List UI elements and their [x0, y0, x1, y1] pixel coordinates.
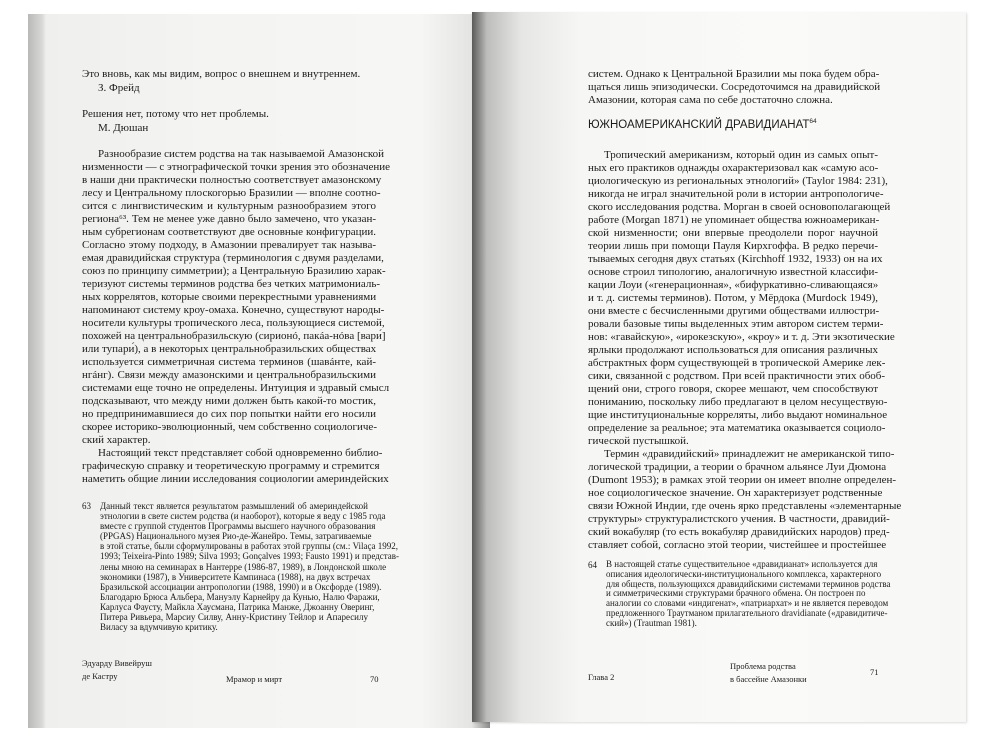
text-line: в наши дни практически полностью соответствует амазонскому — [82, 174, 382, 186]
text-line: гической пустышкой. — [588, 435, 689, 447]
text-line: ского исследования родства. Морган в своей основополагающей — [588, 201, 891, 213]
text-line: Тропический американизм, который один из самых опыт- — [604, 149, 878, 161]
author-line: Эдуарду Вивейруш — [82, 658, 152, 668]
text-line: щений они, строго говоря, скорее мешают, чем способствуют — [588, 383, 878, 395]
text-line: щаться лишь эпизодически. Сосредоточимся на дравидийской — [588, 81, 881, 93]
text-line: для обществ, пользующихся дравидийскими системами терминов родства — [606, 578, 891, 589]
text-line: скорее историко-эволюционный, чем собственно социологиче- — [82, 421, 377, 433]
text-line: подсказывают, что между ними должен быть какой-то мостик, — [82, 395, 376, 407]
text-line: ярлыки продолжают использоваться для описания различных — [588, 344, 878, 356]
text-line: кации Лоуи («генерационная», «бифуркативно-сливающаяся» — [588, 279, 879, 291]
page-number: 70 — [370, 674, 379, 684]
text-line: абстрактных форм существующей в тропической Америке лек- — [588, 357, 886, 369]
text-line: теории лишь при помощи Пауля Кирхгоффа. В редко перечи- — [588, 240, 878, 252]
text-line: ский») (Trautman 1981). — [606, 617, 697, 628]
footnote-number: 63 — [82, 501, 91, 511]
text-line: Настоящий текст представляет собой одновременно библио- — [98, 447, 383, 459]
text-line: наметить общие линии исследования социологии америндейских — [82, 473, 389, 485]
text-line: Бразильской ассоциации антропологии (1988, 1990) и в Оксфорде (1989). — [100, 581, 382, 592]
running-footer-title: Мрамор и мирт — [226, 674, 283, 684]
text-line: и симметрическими структурами брачного обмена. Он построен по — [606, 588, 866, 599]
text-line: предложенного Траутманом прилагательного dravidianate («дравидитиче- — [606, 607, 888, 618]
text-line: Виласу за вдумчивую критику. — [100, 622, 218, 633]
text-line: Термин «дравидийский» принадлежит не американской типо- — [604, 448, 895, 460]
text-line: 1993; Teixeira-Pinto 1989; Silva 1993; Gonçalves 1993; Fausto 1991) и представ- — [100, 551, 400, 562]
text-line: лены мною на семинарах в Нантерре (1986-87, 1989), в Лондонской школе — [100, 561, 387, 572]
text-line: носители культуры тропического леса, пользующиеся системой, — [82, 317, 385, 329]
text-line: низменности — с этнографической точки зрения это обозначение — [82, 161, 391, 173]
text-line: ставляет собой, согласно этой теории, чистейшее и простейшее — [588, 539, 887, 551]
text-line: Согласно этому подходу, в Амазонии превалирует так называ- — [82, 239, 376, 251]
text-line: Питера Ривьера, Марсиу Силву, Анну-Кристину Тейлор и Апаресилу — [100, 612, 368, 623]
text-line: экономики (1987), в Университете Кампинаса (1988), на двух встречах — [100, 571, 371, 582]
text-line: работе (Morgan 1871) не упоминает общества южноамерикан- — [588, 214, 880, 226]
text-line: сится с лингвистическим и культурным разнообразием этого — [82, 200, 376, 212]
text-line: ных коррелятов, которые своими перекрестными уравнениями — [82, 291, 377, 303]
text-line: тываемых сегодня двух статьях (Kirchhoff 1932, 1933) он на их — [588, 253, 883, 265]
footnote-64 — [588, 559, 891, 629]
text-line: графическую справку и теоретическую программу и стремится — [82, 460, 380, 472]
text-line: сики, связанной с родством. При всей практичности этих обоб- — [588, 370, 886, 382]
title-line: Проблема родства — [730, 661, 796, 671]
text-line: ным субрегионам соответствуют две основные конфигурации. — [82, 226, 376, 238]
epigraph-author: М. Дюшан — [98, 122, 149, 134]
text-line: систем. Однако к Центральной Бразилии мы пока будем обра- — [588, 68, 880, 80]
text-line: системами еще точно не определены. Интуиция и здравый смысл — [82, 382, 390, 394]
text-line: (PPGAS) Национального музея Рио-де-Жанейро. Темы, затрагиваемые — [100, 531, 372, 542]
text-line: структуры» структуралистского учения. В частности, дравидий- — [588, 513, 890, 525]
text-line: циологическую из региональных этнологий» (Taylor 1984: 231), — [588, 175, 888, 187]
right-body-text — [588, 149, 902, 552]
text-line: никогда не играл значительной роли в истории антропологиче- — [588, 188, 884, 200]
author-line: де Кастру — [82, 670, 118, 681]
text-line: Амазонии, которая сама по себе достаточно сложна. — [588, 94, 833, 106]
text-line: теризуют системы терминов родства без четких матримониаль- — [82, 278, 381, 290]
text-line: емая дравидийская структура (терминология с двумя разделами, — [82, 252, 384, 264]
text-line: связи Южной Индии, где очень ярко представлены «элементарные — [588, 500, 902, 512]
footnote-ref[interactable]: 64 — [809, 118, 817, 126]
running-footer-title — [730, 660, 807, 685]
text-line: лесу и Центральному плоскогорью Бразилии — вполне соотно- — [82, 187, 381, 199]
right-intro-text — [588, 68, 881, 107]
text-line: ской низменности; они впервые преодолели порог научной — [588, 227, 878, 239]
text-line: нгáнг). Связи между амазонскими и центральнобразильскими — [82, 369, 376, 381]
running-footer-chapter: Глава 2 — [588, 672, 615, 682]
text-line: ное социологическое значение. Он характеризует родственные — [588, 487, 883, 499]
text-line: логической традиции, а теории о брачном альянсе Луи Дюмона — [588, 461, 887, 473]
text-line: ский характер. — [82, 434, 151, 446]
title-line: в бассейне Амазонки — [730, 673, 807, 684]
epigraph-quote: Это вновь, как мы видим, вопрос о внешнем и внутреннем. — [82, 68, 361, 80]
section-heading — [588, 118, 817, 132]
text-line: Карлуса Фаусту, Майкла Хаусмана, Патрика Манже, Джоанну Оверинг, — [100, 601, 375, 612]
text-line: основе строил типологию, аналогичную известной классифи- — [588, 266, 879, 278]
left-body-text — [82, 148, 391, 486]
page-number: 71 — [870, 667, 879, 677]
text-line: напоминают систему кроу-омаха. Конечно, существуют народы- — [82, 304, 385, 316]
text-line: в этой статье, были сформулированы в работах этой группы (см.: Vilaça 1992, — [100, 541, 399, 552]
text-line: нов: «гавайскую», «ирокезскую», «кроу» и т. д. Эти экзотические — [588, 331, 895, 343]
text-line: щие институциональные корреляты, либо выдают номинальное — [588, 409, 888, 421]
text-line: Благодарю Брюса Альбера, Мануэлу Карнейру да Кунью, Налю Фаражи, — [100, 591, 380, 602]
running-footer-author — [82, 657, 152, 682]
text-line: ных его практиков однажды охарактеризовал как «самую асо- — [588, 162, 879, 174]
text-line: ский вокабуляр (то есть вокабуляр дравидийских народов) пред- — [588, 526, 890, 538]
text-line: похожей на центральнобразильскую (сирионó, пакáа-нóва [вари́] — [82, 330, 386, 342]
text-line: региона⁶³. Тем не менее уже давно было замечено, что указан- — [82, 213, 376, 225]
text-line: аналогии со словами «индигенат», «патриархат» и не является переводом — [606, 598, 889, 609]
text-line: используется симметричная система терминов (шавáнте, кай- — [82, 356, 376, 368]
text-line: Данный текст является результатом размышлений об америндейской — [100, 501, 368, 511]
text-line: или тупари́), а в некоторых центральнобразильских обществах — [82, 343, 377, 355]
text-line: Разнообразие систем родства на так называемой Амазонской — [98, 148, 385, 160]
text-line: и т. д. системы терминов). Потом, у Мёрдока (Murdock 1949), — [588, 292, 878, 304]
text-line: они вместе с бесчисленными другими обществами иллюстри- — [588, 305, 880, 317]
heading-text: ЮЖНОАМЕРИКАНСКИЙ ДРАВИДИАНАТ — [588, 119, 810, 131]
epigraph-author: З. Фрейд — [98, 82, 140, 94]
footnote-63 — [82, 501, 400, 633]
text-line: определение за реальное; эта математика оказывается социоло- — [588, 422, 886, 434]
text-line: В настоящей статье существительное «дравидианат» используется для — [606, 559, 878, 569]
text-line: вместе с группой студентов Программы высшего научного образования — [100, 521, 376, 532]
text-line: пониманию, поскольку либо предлагают в целом несуществую- — [588, 396, 888, 408]
text-line: союз по принципу симметрии); а Центральную Бразилию харак- — [82, 265, 386, 277]
text-line: описания идеологически-институционального комплекса, характерного — [606, 568, 882, 579]
text-line: ровали базовые типы выделенных этим автором систем терми- — [588, 318, 884, 330]
text-line: этнологии в свете систем родства (и наоборот), которые я веду с 1985 года — [100, 511, 386, 522]
text-line: но предпринимавшиеся до сих пор попытки найти его носили — [82, 408, 376, 420]
footnote-number: 64 — [588, 560, 597, 570]
text-line: (Dumont 1953); в рамках этой теории он имеет вполне определен- — [588, 474, 897, 486]
epigraph-quote: Решения нет, потому что нет проблемы. — [82, 108, 269, 120]
